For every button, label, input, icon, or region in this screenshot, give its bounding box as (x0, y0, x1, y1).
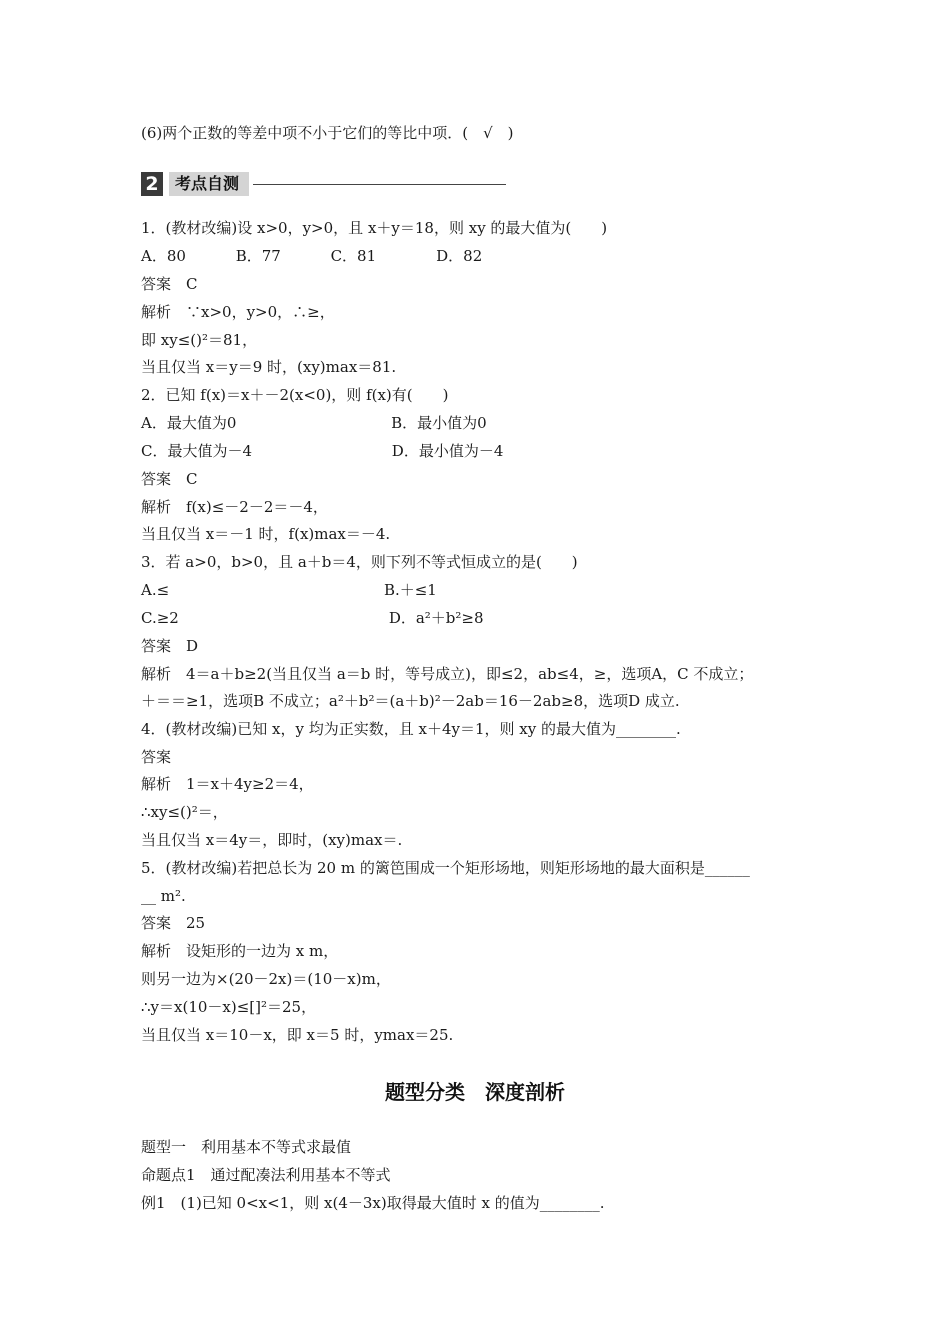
text-line: 答案 25 (141, 914, 206, 932)
text-line: 解析 1＝x＋4y≥2＝4， (141, 775, 314, 793)
text-line: 5．(教材改编)若把总长为 20 m 的篱笆围成一个矩形场地，则矩形场地的最大面积是______ (141, 859, 750, 877)
text-line: C．最大值为－4 D．最小值为－4 (141, 442, 504, 460)
text-line: 答案 C (141, 470, 198, 488)
text-line: __ m². (141, 887, 186, 905)
subtopic-title: 命题点1 通过配凑法利用基本不等式 (141, 1166, 391, 1184)
section-divider (253, 184, 506, 185)
text-line: A．最大值为0 B．最小值为0 (141, 414, 487, 432)
text-line: 4．(教材改编)已知 x，y 均为正实数，且 x＋4y＝1，则 xy 的最大值为________. (141, 720, 681, 738)
text-line: ＋＝＝≥1，选项B 不成立；a²＋b²＝(a＋b)²－2ab＝16－2ab≥8，选项D 成立. (141, 692, 680, 710)
text-line: 1．(教材改编)设 x>0，y>0，且 x＋y＝18，则 xy 的最大值为( ) (141, 219, 608, 237)
text-line: A.≤ B.＋≤1 (141, 581, 437, 599)
topic-title: 题型一 利用基本不等式求最值 (141, 1138, 352, 1156)
text-line: ∴xy≤()²＝， (141, 803, 228, 821)
text-line: 答案 (141, 748, 172, 766)
text-line: 即 xy≤()²＝81， (141, 331, 258, 349)
text-line: 3．若 a>0，b>0，且 a＋b＝4，则下列不等式恒成立的是( ) (141, 553, 578, 571)
text-line: C.≥2 D．a²＋b²≥8 (141, 609, 484, 627)
text-line: 当且仅当 x＝4y＝，即时，(xy)max＝. (141, 831, 403, 849)
text-line: 答案 D (141, 637, 199, 655)
statement-6: (6)两个正数的等差中项不小于它们的等比中项．( √ ) (141, 124, 514, 142)
text-line: 解析 ∵x>0，y>0，∴≥， (141, 303, 335, 321)
section-title: 考点自测 (169, 172, 249, 196)
text-line: 解析 4＝a＋b≥2(当且仅当 a＝b 时，等号成立)，即≤2，ab≤4，≥，选项A，C 不成立； (141, 665, 754, 683)
text-line: 解析 设矩形的一边为 x m， (141, 942, 339, 960)
text-line: 答案 C (141, 275, 198, 293)
text-line: 当且仅当 x＝－1 时，f(x)max＝－4. (141, 525, 391, 543)
section-heading: 题型分类 深度剖析 (385, 1080, 565, 1104)
text-line: 当且仅当 x＝10－x，即 x＝5 时，ymax＝25. (141, 1026, 454, 1044)
text-line: 当且仅当 x＝y＝9 时，(xy)max＝81. (141, 358, 397, 376)
text-line: 解析 f(x)≤－2－2＝－4， (141, 498, 328, 516)
section-number: 2 (141, 172, 163, 196)
text-line: A．80 B．77 C．81 D．82 (141, 247, 483, 265)
text-line: 则另一边为×(20－2x)＝(10－x)m， (141, 970, 391, 988)
section-header (141, 171, 506, 197)
text-line: 2．已知 f(x)＝x＋－2(x<0)，则 f(x)有( ) (141, 386, 449, 404)
example-line: 例1 (1)已知 0<x<1，则 x(4－3x)取得最大值时 x 的值为________. (141, 1194, 605, 1212)
text-line: ∴y＝x(10－x)≤[]²＝25， (141, 998, 317, 1016)
